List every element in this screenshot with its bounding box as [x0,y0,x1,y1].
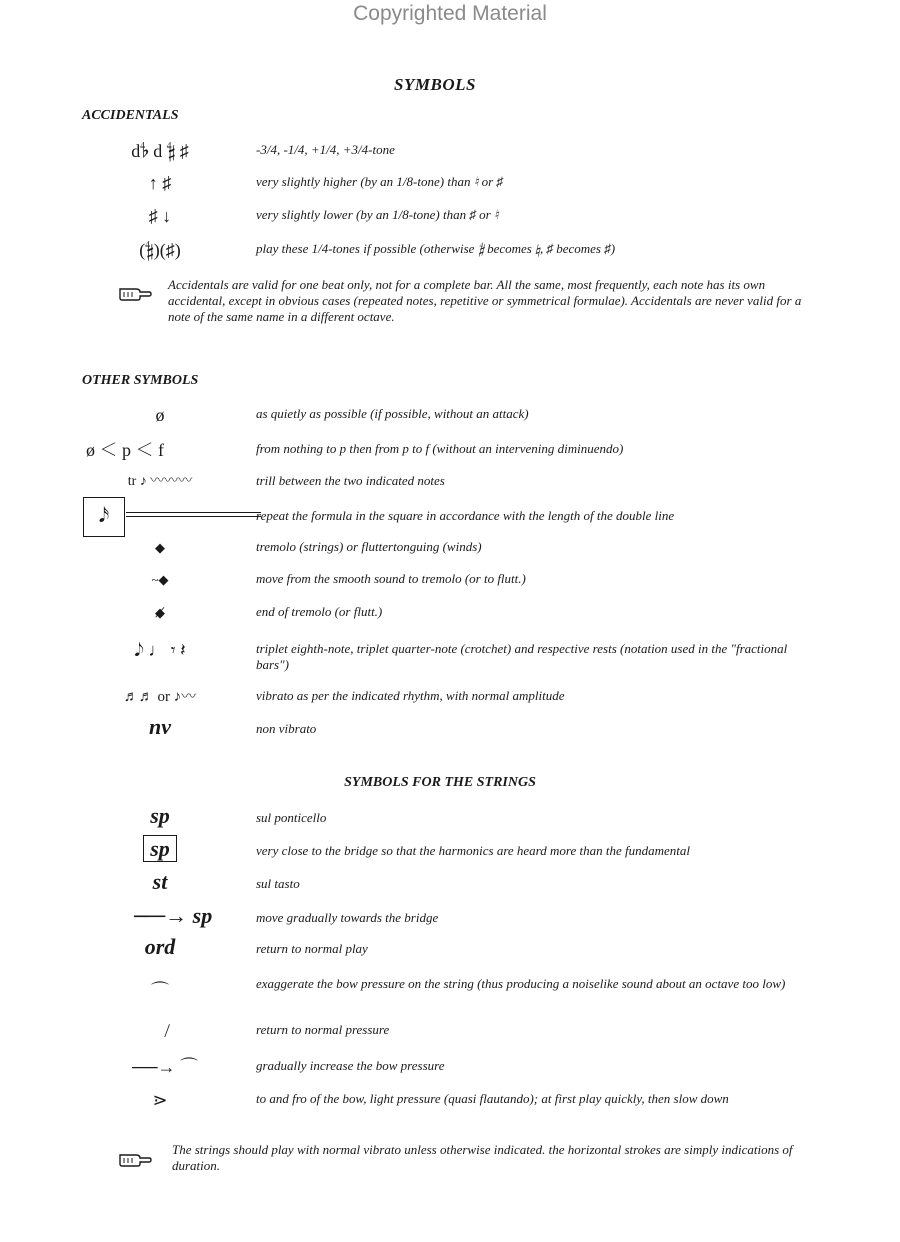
page-title: SYMBOLS [394,75,476,94]
quarter-tone-accidentals-symbol: d𝄳 d 𝄲 ♯ [131,141,189,161]
pointing-hand-icon [118,284,152,302]
symbol-description: exaggerate the bow pressure on the string (thus producing a noiselike sound about an octave too low) [256,976,786,991]
symbol-description: sul ponticello [256,810,327,825]
symbol-description: very slightly lower (by an 1/8-tone) than ♯ or ♮ [256,207,499,222]
symbol-description: move gradually towards the bridge [256,910,439,925]
sul-ponticello-symbol: sp [150,803,170,828]
strings-heading: SYMBOLS FOR THE STRINGS [344,775,536,790]
symbol-description: end of tremolo (or flutt.) [256,604,383,619]
repeat-formula-box: 𝅘𝅥𝅯 [83,497,125,537]
symbol-description: gradually increase the bow pressure [256,1058,445,1073]
symbol-description: to and fro of the bow, light pressure (quasi flautando); at first play quickly, then slow down [256,1091,729,1106]
trill-symbol: tr ♪ 〰〰〰 [127,474,193,489]
niente-symbol: ø [155,405,165,425]
vibrato-rhythm-symbol: ♬♬ or ♪〰 [123,689,197,705]
symbol-description: -3/4, -1/4, +1/4, +3/4-tone [256,142,395,157]
other-symbols-heading: OTHER SYMBOLS [82,373,199,388]
symbol-description: play these 1/4-tones if possible (otherwise 𝄲 becomes ♮, ♯ becomes ♯) [256,241,616,256]
symbol-description: as quietly as possible (if possible, without an attack) [256,406,529,421]
triplet-notes-symbol: 𝅘𝅥𝅮 ♩ 𝄾 𝄽 [134,640,186,660]
symbol-description: non vibrato [256,721,317,736]
symbol-description: move from the smooth sound to tremolo (or to flutt.) [256,571,526,586]
symbol-description: very close to the bridge so that the harmonics are heard more than the fundamental [256,843,690,858]
symbol-description: tremolo (strings) or fluttertonguing (winds) [256,539,482,554]
boxed-sp-label: sp [143,835,177,862]
increase-pressure-symbol: ──→ ⌒ [132,1057,199,1077]
non-vibrato-symbol: nv [149,714,171,739]
watermark: Copyrighted Material [353,2,547,25]
symbol-description: return to normal play [256,941,368,956]
normal-pressure-symbol: ⌒̸ [152,1021,167,1041]
accidentals-heading: ACCIDENTALS [82,108,179,123]
crescendo-from-nothing-symbol: ø ＜ p ＜ f [86,440,164,460]
symbol-description: triplet eighth-note, triplet quarter-note (crotchet) and respective rests (notation used in the "fractional bars") [256,641,788,672]
pointing-hand-icon [118,1150,152,1168]
symbol-description: very slightly higher (by an 1/8-tone) than ♮ or ♯ [256,174,503,189]
sul-tasto-symbol: st [152,869,168,894]
ordinario-symbol: ord [144,934,176,959]
boxed-sp-symbol [80,838,240,861]
symbol-description: from nothing to p then from p to f (without an intervening diminuendo) [256,441,624,456]
symbol-description: return to normal pressure [256,1022,390,1037]
symbol-description: sul tasto [256,876,300,891]
tremolo-symbol: ◆ [155,540,165,555]
end-tremolo-symbol: ◆̸ [155,605,165,620]
optional-quarter-tone-symbol: (𝄲)(♯) [139,240,181,260]
towards-bridge-symbol: ──→ sp [134,903,213,928]
bow-pressure-symbol: ⌒ [151,981,169,1001]
eighth-tone-higher-symbol: ↑ ♯ [148,173,172,193]
double-line [126,512,261,517]
strings-note: The strings should play with normal vibrato unless otherwise indicated. the horizontal strokes are simply indications of duration. [172,1142,793,1173]
symbol-description: trill between the two indicated notes [256,473,445,488]
accidentals-note: Accidentals are valid for one beat only, not for a complete bar. All the same, most frequently, each note has its own accidental, except in obvious cases (repeated notes, repetitive or symmetrical formulae). Accidentals are never valid for a note of the same name in a different octave. [168,277,802,324]
to-and-fro-bow-symbol: ⋗ [152,1090,168,1110]
to-tremolo-symbol: ~◆ [151,572,169,587]
symbol-description: repeat the formula in the square in accordance with the length of the double line [256,508,675,523]
eighth-tone-lower-symbol: ♯ ↓ [148,206,172,226]
symbol-description: vibrato as per the indicated rhythm, with normal amplitude [256,688,565,703]
